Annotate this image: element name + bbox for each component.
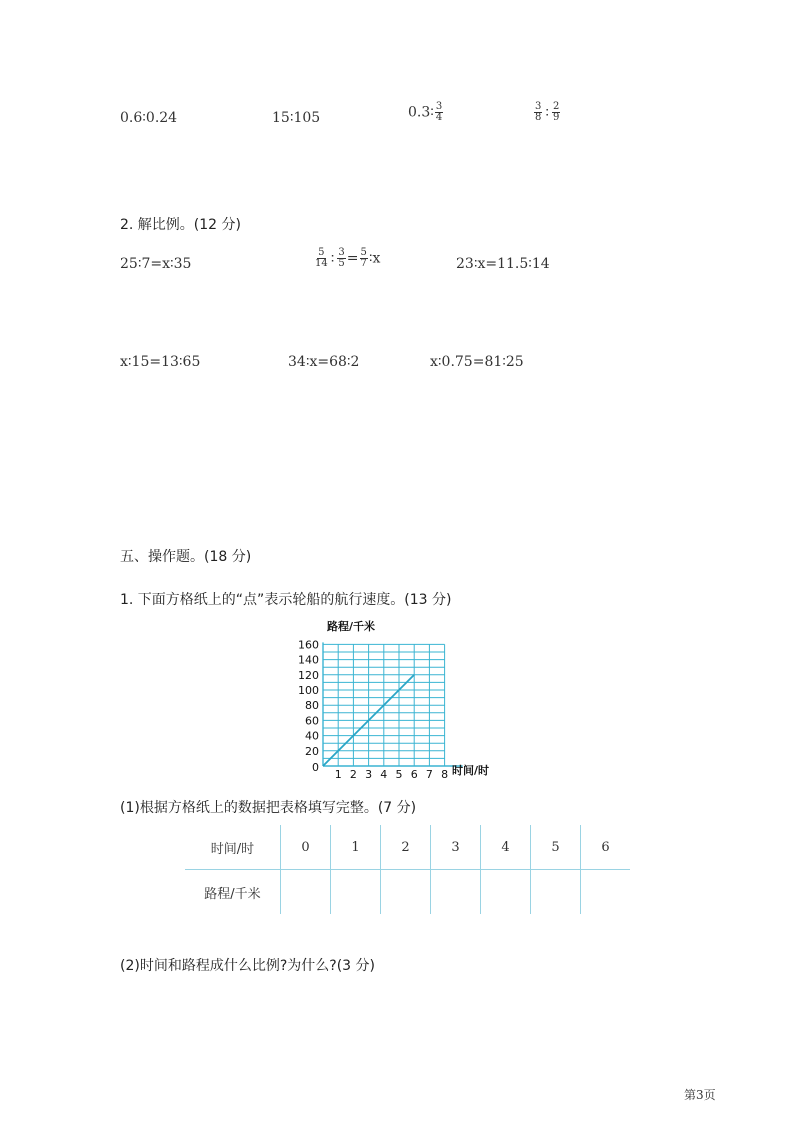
ratio-3-decimal: 0.3∶: [408, 104, 434, 121]
section-5-title: 五、操作题。(18 分): [120, 549, 252, 565]
y-tick-label: 140: [298, 653, 319, 667]
time-cell: 3: [431, 825, 481, 870]
origin-label: 0: [312, 761, 319, 774]
time-cell: 5: [531, 825, 581, 870]
table-row-distance: [185, 870, 630, 915]
ratio-4: $\frac{3}{8}$ ∶ $\frac{2}{9}$: [535, 101, 560, 123]
time-cell: 6: [581, 825, 631, 870]
time-cell: 2: [381, 825, 431, 870]
question-2-title: 2. 解比例。(12 分): [120, 217, 241, 233]
y-tick-label: 60: [305, 714, 319, 728]
x-tick-label: 5: [395, 768, 403, 781]
x-tick-label: 2: [349, 768, 357, 781]
data-table: [185, 825, 630, 914]
row-label-distance: 路程/千米: [185, 870, 281, 915]
time-cell: 1: [331, 825, 381, 870]
proportion-6: x∶0.75=81∶25: [430, 354, 524, 370]
x-tick-label: 7: [425, 768, 433, 781]
page-number: 第3页: [684, 1088, 716, 1102]
grid-lines: [323, 642, 463, 766]
y-tick-label: 120: [298, 668, 319, 682]
x-axis-title: 时间/时: [452, 764, 490, 777]
proportion-2-fraction-c: $\frac{5}{7}$: [360, 247, 367, 269]
distance-cell[interactable]: [531, 870, 581, 915]
x-tick-label: 4: [380, 768, 388, 781]
proportion-2: $\frac{5}{14}$ ∶ $\frac{3}{5}$ = $\frac{5}{7}$ ∶x: [315, 247, 381, 269]
ratio-4-fraction-b: $\frac{2}{9}$: [553, 101, 560, 123]
x-tick-label: 8: [441, 768, 449, 781]
proportion-5: 34∶x=68∶2: [288, 354, 360, 370]
x-tick-label: 6: [410, 768, 418, 781]
y-tick-label: 20: [305, 744, 319, 758]
ratio-2: 15∶105: [272, 110, 321, 126]
proportion-3: 23∶x=11.5∶14: [456, 256, 550, 272]
distance-cell[interactable]: [331, 870, 381, 915]
y-tick-label: 40: [305, 729, 319, 743]
proportion-4: x∶15=13∶65: [120, 354, 201, 370]
proportion-2-fraction-b: $\frac{3}{5}$: [338, 247, 345, 269]
proportion-1: 25∶7=x∶35: [120, 256, 192, 272]
time-cell: 4: [481, 825, 531, 870]
y-tick-label: 80: [305, 699, 319, 713]
sub-question-2: (2)时间和路程成什么比例?为什么?(3 分): [120, 958, 375, 974]
distance-cell[interactable]: [281, 870, 331, 915]
y-tick-label: 100: [298, 684, 319, 697]
ratio-3-fraction: $\frac{3}{4}$: [435, 101, 443, 123]
distance-cell[interactable]: [431, 870, 481, 915]
ratio-3: [408, 102, 444, 123]
section-5-question-1: 1. 下面方格纸上的“点”表示轮船的航行速度。(13 分): [120, 592, 452, 608]
proportion-2-fraction-a: $\frac{5}{14}$: [315, 247, 328, 269]
distance-cell[interactable]: [581, 870, 631, 915]
ratio-1: 0.6∶0.24: [120, 110, 178, 126]
distance-cell[interactable]: [481, 870, 531, 915]
x-tick-label: 1: [334, 768, 342, 781]
y-axis-title: 路程/千米: [327, 620, 376, 633]
sub-question-1: (1)根据方格纸上的数据把表格填写完整。(7 分): [120, 800, 417, 816]
ratio-4-fraction-a: $\frac{3}{8}$: [535, 101, 542, 123]
speed-grid-chart: [290, 614, 510, 784]
x-tick-label: 3: [365, 768, 373, 781]
table-row-time: [185, 825, 630, 870]
row-label-time: 时间/时: [185, 825, 281, 870]
time-cell: 0: [281, 825, 331, 870]
y-tick-label: 160: [298, 638, 319, 652]
distance-cell[interactable]: [381, 870, 431, 915]
